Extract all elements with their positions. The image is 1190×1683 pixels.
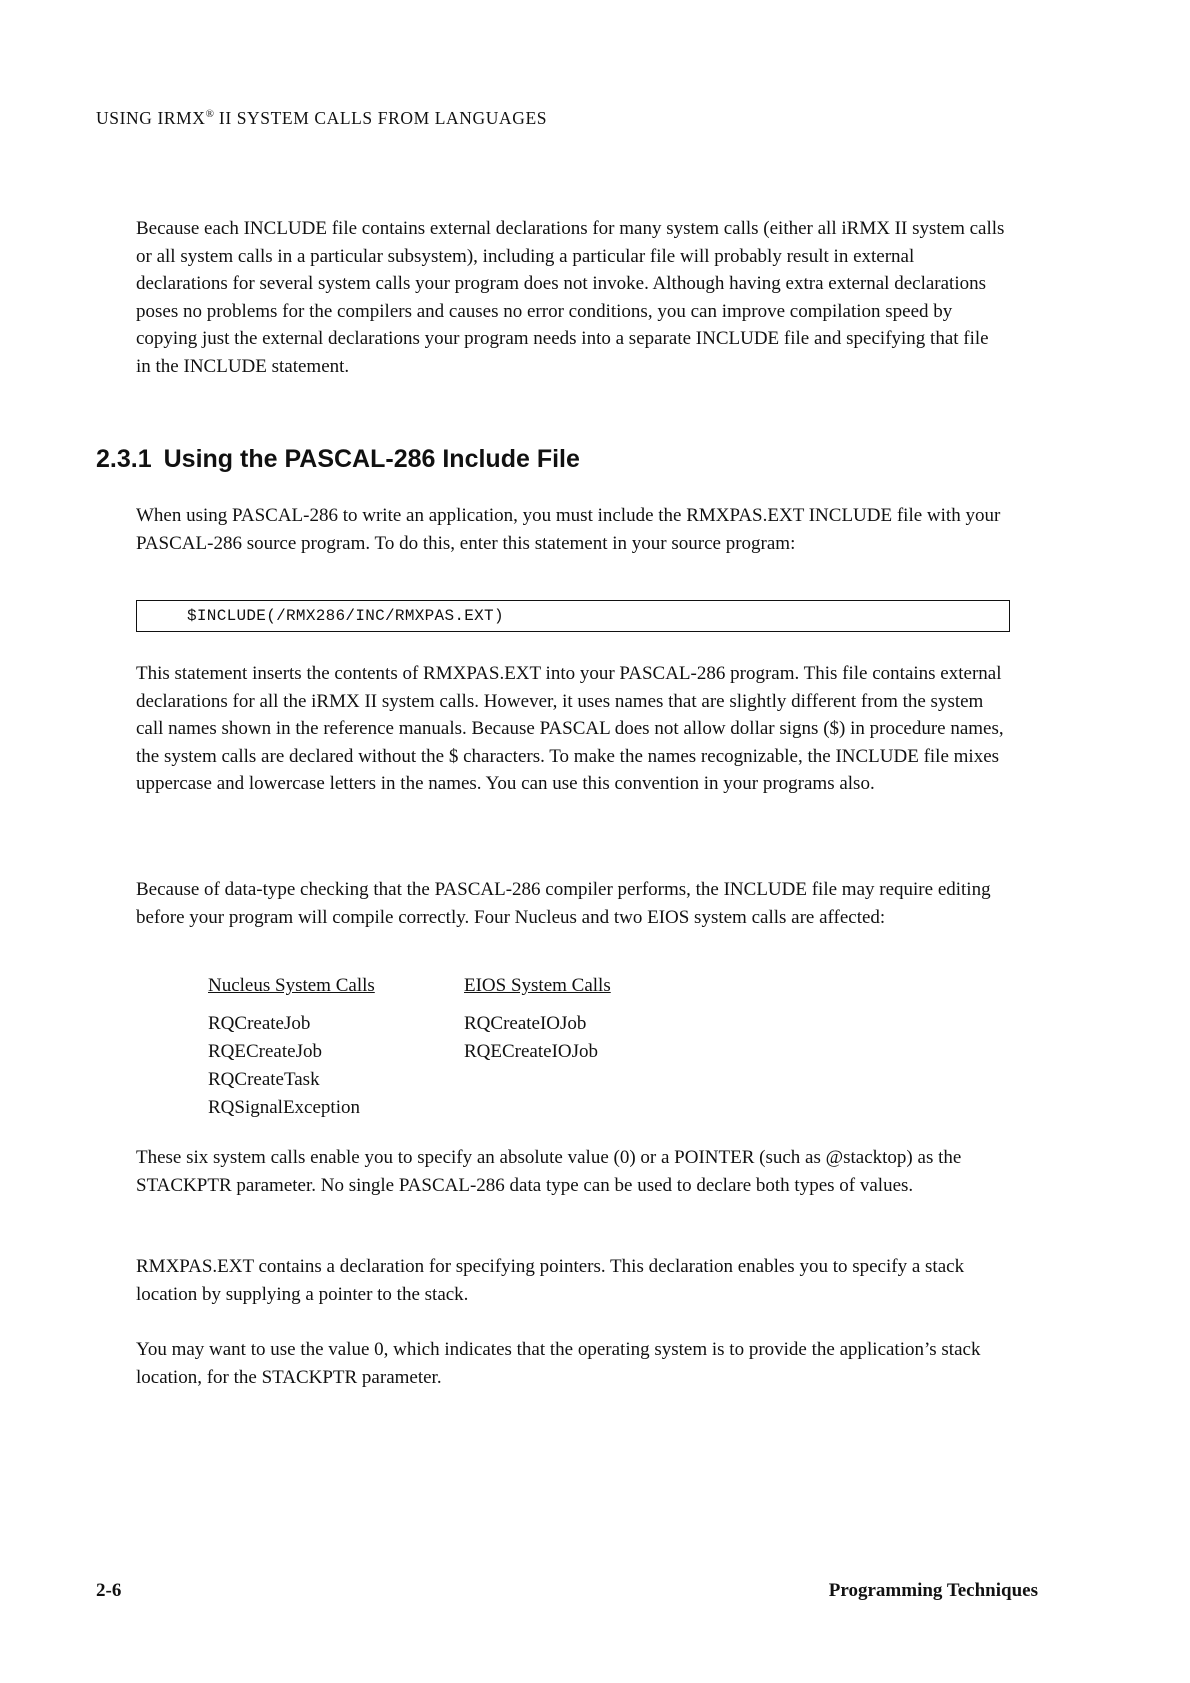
paragraph-checking: Because of data-type checking that the PASCAL-286 compiler performs, the INCLUDE file may require editing before your program will compile correctly. Four Nucleus and two EIOS system calls are affected: xyxy=(136,879,991,928)
code-statement-box xyxy=(136,600,1010,632)
section-number: 2.3.1 xyxy=(96,445,152,473)
nucleus-calls-column xyxy=(208,972,375,1122)
nucleus-call: RQSignalException xyxy=(208,1097,360,1118)
running-head xyxy=(96,108,547,129)
running-head-post: II SYSTEM CALLS FROM LANGUAGES xyxy=(213,108,548,128)
running-head-pre: USING IRMX xyxy=(96,108,206,128)
paragraph-rmxpas: RMXPAS.EXT contains a declaration for specifying pointers. This declaration enables you to specify a stack location by supplying a pointer to the stack. xyxy=(136,1256,965,1305)
eios-call: RQECreateIOJob xyxy=(464,1041,599,1062)
paragraph-six-calls: These six system calls enable you to specify an absolute value (0) or a POINTER (such as @stacktop) as the STACKPTR parameter. No single PASCAL-286 data type can be used to declare both types of values. xyxy=(136,1147,962,1196)
nucleus-call: RQCreateTask xyxy=(208,1069,320,1090)
section-heading xyxy=(96,445,580,474)
code-statement: $INCLUDE(/RMX286/INC/RMXPAS.EXT) xyxy=(187,607,504,625)
eios-call: RQCreateIOJob xyxy=(464,1013,587,1034)
nucleus-call: RQCreateJob xyxy=(208,1013,311,1034)
paragraph-inserts: This statement inserts the contents of RMXPAS.EXT into your PASCAL-286 program. This file contains external declarations for all the iRMX II system calls. However, it uses names that are slightly different from the system call names shown in the reference manuals. Because PASCAL does not allow dollar signs ($) in procedure names, the system calls are declared without the $ characters. To make the names recognizable, the INCLUDE file mixes uppercase and lowercase letters in the names. You can use this convention in your programs also. xyxy=(136,663,1004,794)
intro-paragraph: Because each INCLUDE file contains external declarations for many system calls (either all iRMX II system calls or all system calls in a particular subsystem), including a particular file will probably result in external declarations for several system calls your program does not invoke. Although having extra external declarations poses no problems for the compilers and causes no error conditions, you can improve compilation speed by copying just the external declarations your program needs into a separate INCLUDE file and specifying that file in the INCLUDE statement. xyxy=(136,218,1005,377)
registered-mark: ® xyxy=(205,108,214,120)
book-title: Programming Techniques xyxy=(828,1580,1038,1601)
eios-column-header: EIOS System Calls xyxy=(464,975,611,996)
paragraph-using: When using PASCAL-286 to write an application, you must include the RMXPAS.EXT INCLUDE file with your PASCAL-286 source program. To do this, enter this statement in your source program: xyxy=(136,505,1001,554)
eios-calls-column xyxy=(464,972,611,1066)
nucleus-column-header: Nucleus System Calls xyxy=(208,975,375,996)
nucleus-call: RQECreateJob xyxy=(208,1041,322,1062)
section-title: Using the PASCAL-286 Include File xyxy=(163,445,580,473)
page-number: 2-6 xyxy=(96,1580,122,1601)
paragraph-value-zero: You may want to use the value 0, which indicates that the operating system is to provide the application’s stack location, for the STACKPTR parameter. xyxy=(136,1339,981,1388)
